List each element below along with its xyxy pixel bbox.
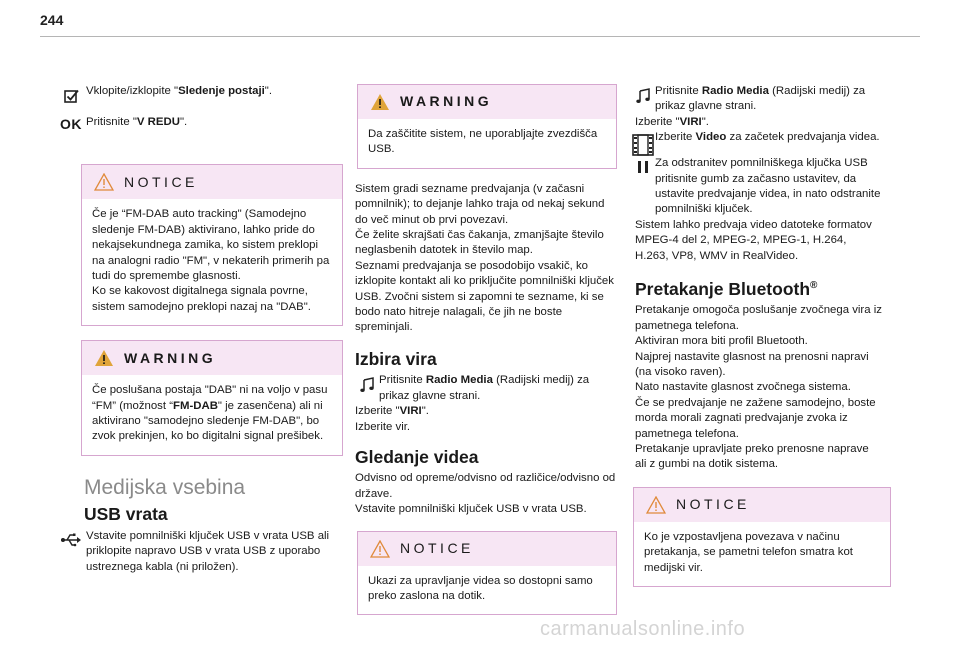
usb-icon (56, 529, 86, 547)
warning-triangle-icon (94, 173, 114, 191)
music-note-icon (355, 373, 379, 393)
sledenje-row (56, 84, 348, 104)
col3-line-1-row (631, 84, 883, 115)
notice-box-video (357, 531, 617, 616)
notice-title: NOTICE (124, 173, 198, 190)
para-2: Če želite skrajšati čas čakanja, zmanjšajte število neglasbenih datotek in število map. (355, 229, 604, 257)
warning-box-dab (81, 340, 343, 456)
ok-row (56, 115, 348, 132)
bt-para-4: Nato nastavite glasnost zvočnega sistema. (635, 381, 851, 394)
section-title: Medijska vsebina (84, 475, 246, 499)
ok-label: OK (60, 116, 82, 132)
warning-title: WARNING (124, 349, 217, 366)
izbira-line-1: Pritisnite Radio Media (Radijski medij) za prikaz glavne strani. (379, 374, 590, 402)
sledenje-text: Vklopite/izklopite "Sledenje postaji". (86, 85, 273, 97)
para-1: Sistem gradi sezname predvajanja (v začasni pomnilnik); to dejanje lahko traja od nekaj sekund do več minut ob prvi povezavi. (355, 182, 605, 226)
column-3 (621, 84, 883, 587)
col3-line-4: Za odstranitev pomnilniškega ključka USB pritisnite gumb za začasno ustavitev, da ustavite predvajanje videa, in nato odstranite pomnilniški ključek. (655, 157, 881, 216)
notice-box-fm-dab (81, 164, 343, 326)
playlist-paragraphs (355, 182, 617, 336)
izbira-line-3: Izberite vir. (355, 420, 411, 433)
column-2 (355, 84, 617, 615)
page-number: 244 (40, 12, 64, 28)
gledanje-para-1: Odvisno od opreme/odvisno od različice/odvisno od države. (355, 472, 616, 500)
izbira-line-2: Izberite "VIRI". (355, 405, 429, 418)
para-3: Seznami predvajanja se posodobijo vsakič, ko izklopite kontakt ali ko priključite pomnilniški ključek USB. Zvočni sistem si zapomni te sezname, ki se bodo nato hitreje nalagali, če jih ne boste spreminjali. (355, 259, 614, 334)
notice-box-streaming (633, 487, 891, 587)
col3-line-1: Pritisnite Radio Media (Radijski medij) za prikaz glavne strani. (655, 85, 866, 113)
gledanje-para-2: Vstavite pomnilniški ključek USB v vrata USB. (355, 503, 587, 516)
watermark-footer: carmanualsonline.info (540, 618, 746, 640)
warning-triangle-icon (94, 349, 114, 367)
col3-line-3-row (631, 130, 883, 156)
bt-para-6: Pretakanje upravljate preko prenosne naprave ali z gumbi na dotik sistema. (635, 442, 869, 471)
col3-line-2: Izberite "VIRI". (635, 115, 709, 128)
warning-triangle-icon (646, 496, 666, 514)
bt-para-5: Če se predvajanje ne zažene samodejno, boste morda morali zagnati predvajanje zvoka iz pametnega telefona. (635, 396, 876, 440)
notice-text-2: Ko se kakovost digitalnega signala povrne, sistem samodejno preklopi nazaj na "DAB". (92, 285, 311, 313)
bt-para-3: Najprej nastavite glasnost na prenosni napravi (na visoko raven). (635, 350, 869, 378)
col3-line-5: Sistem lahko predvaja video datoteke formatov MPEG-4 del 2, MPEG-2, MPEG-1, H.264, H.263, VP8, WMV in RealVideo. (635, 218, 872, 262)
notice-title: NOTICE (676, 496, 750, 513)
checkbox-icon (56, 84, 86, 104)
notice-text: Ko je vzpostavljena povezava v načinu pretakanja, se pametni telefon smatra kot medijski vir. (644, 530, 853, 574)
izbira-row (355, 373, 617, 404)
usb-title: USB vrata (84, 504, 168, 525)
warning-text: Da zaščitite sistem, ne uporabljajte zvezdišča USB. (368, 128, 598, 156)
pause-icon (631, 156, 655, 174)
column-1 (60, 84, 348, 575)
warning-triangle-icon (370, 540, 390, 558)
gledanje-title: Gledanje videa (355, 446, 479, 467)
warning-triangle-icon (370, 93, 390, 111)
notice-text-1: Če je “FM-DAB auto tracking" (Samodejno sledenje FM-DAB) aktivirano, lahko pride do nekajsekundnega zamika, ko sistem preklopi na analogni radio "FM", v nekaterih primerih pa tudi do spremembe glasnosti. (92, 208, 330, 283)
usb-text: Vstavite pomnilniški ključek USB v vrata USB ali priklopite napravo USB v vrata USB z uporabo ustreznega kabla (ni priložen). (86, 529, 330, 573)
notice-title: NOTICE (400, 539, 474, 556)
ok-text: Pritisnite "V REDU". (86, 116, 188, 128)
warning-title: WARNING (400, 93, 493, 110)
bluetooth-paragraphs (635, 303, 883, 472)
bluetooth-title: Pretakanje Bluetooth® (635, 278, 818, 299)
bt-para-2: Aktiviran mora biti profil Bluetooth. (635, 335, 808, 348)
bt-para-1: Pretakanje omogoča poslušanje zvočnega vira iz pametnega telefona. (635, 304, 882, 332)
notice-text: Ukazi za upravljanje videa so dostopni samo preko zaslona na dotik. (368, 574, 593, 602)
music-note-icon (631, 84, 655, 104)
header-divider (40, 36, 920, 37)
col3-line-3: Izberite Video za začetek predvajanja videa. (655, 131, 880, 144)
warning-text: Če poslušana postaja "DAB" ni na voljo v pasu “FM” (možnost “FM-DAB" je zasenčena) ali ni aktivirano "samodejno sledenje FM-DAB", bo zvok prekinjen, ko bo digitalni signal prešibek. (92, 384, 328, 443)
warning-box-usb-hub (357, 84, 617, 169)
col3-line-4-row (631, 156, 883, 218)
izbira-title: Izbira vira (355, 348, 437, 369)
usb-row (56, 529, 348, 575)
film-icon (631, 130, 655, 156)
